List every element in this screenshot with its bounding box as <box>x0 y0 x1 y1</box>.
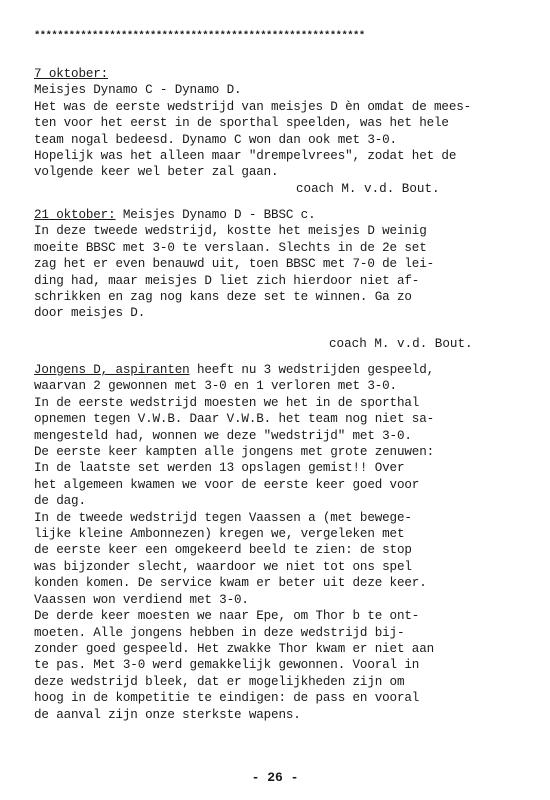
match-title: Meisjes Dynamo D - BBSC c. <box>115 208 316 222</box>
paragraph-line: In de tweede wedstrijd tegen Vaassen a (met bewege- <box>34 510 412 525</box>
paragraph-line: konden komen. De service kwam er beter uit deze keer. <box>34 576 427 591</box>
paragraph-line: ding had, maar meisjes D liet zich hierdoor niet af- <box>34 273 420 288</box>
report-section-jongens-d <box>34 362 539 723</box>
paragraph-line: ten voor het eerst in de sporthal speelden, was het hele <box>34 116 449 131</box>
paragraph-line: team nogal bedeesd. Dynamo C won dan ook met 3-0. <box>34 132 397 147</box>
heading-rest: heeft nu 3 wedstrijden gespeeld, <box>189 363 435 377</box>
paragraph-line: moeite BBSC met 3-0 te verslaan. Slechts in de 2e set <box>34 240 427 255</box>
paragraph-line: In de laatste set werden 13 opslagen gemist!! Over <box>34 461 405 476</box>
paragraph-line: de aanval zijn onze sterkste wapens. <box>34 707 301 722</box>
star-divider: ********************************************************* <box>34 30 365 42</box>
paragraph-line: de eerste keer een omgekeerd beeld te zien: de stop <box>34 543 412 558</box>
section-date: 21 oktober: <box>34 208 116 222</box>
paragraph-line: mengesteld had, wonnen we deze "wedstrijd" met 3-0. <box>34 428 412 443</box>
paragraph-line: De derde keer moesten we naar Epe, om Thor b te ont- <box>34 609 420 624</box>
paragraph-line: lijke kleine Ambonnezen) kregen we, vergeleken met <box>34 527 405 542</box>
team-heading: Jongens D, aspiranten <box>34 363 190 377</box>
paragraph-line: De eerste keer kampten alle jongens met grote zenuwen: <box>34 445 435 460</box>
section-date: 7 oktober: <box>34 67 109 81</box>
paragraph-line: zonder goed gespeeld. Het zwakke Thor kwam er niet aan <box>34 641 435 656</box>
paragraph-line: schrikken en zag nog kans deze set te winnen. Ga zo <box>34 290 412 305</box>
paragraph-line: Het was de eerste wedstrijd van meisjes D èn omdat de mees- <box>34 99 472 114</box>
coach-signature: coach M. v.d. Bout. <box>296 181 440 196</box>
paragraph-line: In deze tweede wedstrijd, kostte het meisjes D weinig <box>34 224 427 239</box>
paragraph-line: deze wedstrijd bleek, dat er mogelijkheden zijn om <box>34 674 405 689</box>
paragraph-line: hoog in de kompetitie te eindigen: de pass en vooral <box>34 691 420 706</box>
paragraph-line: zag het er even benauwd uit, toen BBSC met 7-0 de lei- <box>34 257 435 272</box>
section-heading-line <box>34 207 539 223</box>
page-number: - 26 - <box>251 770 299 785</box>
paragraph-line: te pas. Met 3-0 werd gemakkelijk gewonnen. Vooral in <box>34 658 420 673</box>
paragraph-line: opnemen tegen V.W.B. Daar V.W.B. het team nog niet sa- <box>34 412 435 427</box>
paragraph-line: waarvan 2 gewonnen met 3-0 en 1 verloren met 3-0. <box>34 379 397 394</box>
section-heading-line <box>34 362 539 378</box>
coach-signature: coach M. v.d. Bout. <box>329 336 473 351</box>
paragraph-line: de dag. <box>34 494 86 509</box>
report-section-7-oktober <box>34 66 539 197</box>
paragraph-line: het algemeen kwamen we voor de eerste keer goed voor <box>34 477 420 492</box>
report-section-21-oktober <box>34 207 539 352</box>
paragraph-line: Meisjes Dynamo C - Dynamo D. <box>34 83 242 98</box>
paragraph-line: Vaassen won verdiend met 3-0. <box>34 592 249 607</box>
paragraph-line: was bijzonder slecht, waardoor we niet tot ons spel <box>34 559 412 574</box>
paragraph-line: Hopelijk was het alleen maar "drempelvrees", zodat het de <box>34 149 457 164</box>
paragraph-line: moeten. Alle jongens hebben in deze wedstrijd bij- <box>34 625 405 640</box>
paragraph-line: volgende keer wel beter zal gaan. <box>34 165 279 180</box>
paragraph-line: door meisjes D. <box>34 306 146 321</box>
paragraph-line: In de eerste wedstrijd moesten we het in de sporthal <box>34 395 420 410</box>
